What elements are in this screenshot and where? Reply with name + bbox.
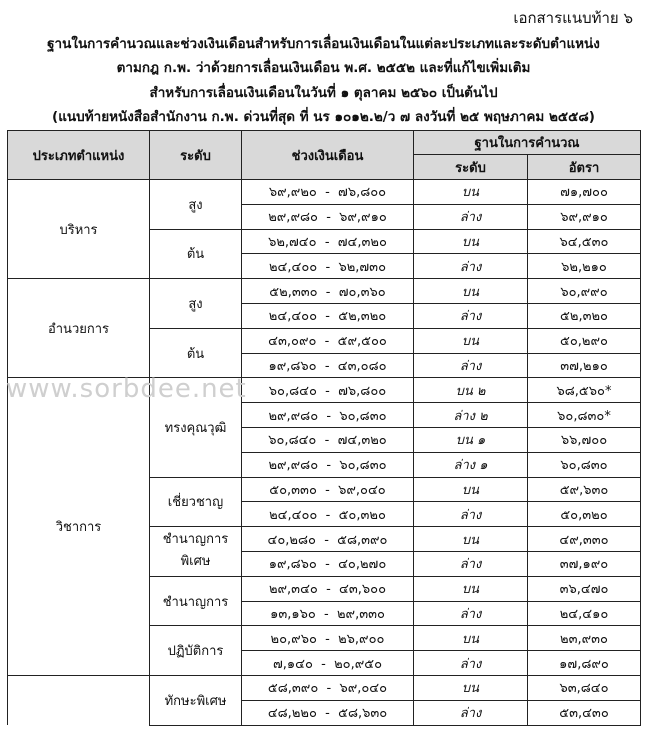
base-level-cell: ล่าง ๑	[414, 452, 528, 477]
base-rate-cell: ๖๒,๒๑๐	[528, 254, 641, 279]
base-rate-cell: ๒๓,๙๓๐	[528, 626, 641, 651]
salary-range-cell: ๒๙,๙๘๐ - ๖๐,๘๓๐	[242, 452, 414, 477]
document-reference: เอกสารแนบท้าย ๖	[513, 9, 633, 27]
level-cell: สูง	[150, 279, 242, 329]
table-row	[8, 279, 641, 304]
salary-range-cell: ๑๙,๘๖๐ - ๔๐,๒๗๐	[242, 551, 414, 576]
title-line-2: ตามกฎ ก.พ. ว่าด้วยการเลื่อนเงินเดือน พ.ศ. ๒๕๕๒ และที่แก้ไขเพิ่มเติม	[116, 60, 531, 76]
salary-range-cell: ๗,๑๔๐ - ๒๐,๙๕๐	[242, 651, 414, 676]
base-level-cell: บน ๑	[414, 427, 528, 452]
base-rate-cell: ๕๓,๔๓๐	[528, 700, 641, 725]
position-type-cell: บริหาร	[8, 180, 150, 279]
base-rate-cell: ๒๔,๔๑๐	[528, 601, 641, 626]
base-rate-cell: ๓๖,๔๗๐	[528, 576, 641, 601]
salary-range-cell: ๕๘,๓๙๐ - ๖๙,๐๔๐	[242, 675, 414, 700]
title-line-4: (แนบท้ายหนังสือสำนักงาน ก.พ. ด่วนที่สุด ที่ นร ๑๐๑๒.๒/ว ๗ ลงวันที่ ๒๕ พฤษภาคม ๒๕๕๘)	[52, 109, 595, 125]
base-level-cell: บน	[414, 626, 528, 651]
base-level-cell: ล่าง	[414, 353, 528, 378]
base-level-cell: ล่าง	[414, 254, 528, 279]
base-rate-cell: ๖๔,๕๓๐	[528, 229, 641, 254]
base-level-cell: บน	[414, 576, 528, 601]
level-cell: ปฏิบัติการ	[150, 626, 242, 676]
base-rate-cell: ๕๒,๓๒๐	[528, 303, 641, 328]
header-range: ช่วงเงินเดือน	[242, 131, 414, 180]
base-level-cell: บน	[414, 328, 528, 353]
header-level: ระดับ	[150, 131, 242, 180]
base-level-cell: ล่าง	[414, 502, 528, 527]
title-line-1: ฐานในการคำนวณและช่วงเงินเดือนสำหรับการเลื่อนเงินเดือนในแต่ละประเภทและระดับตำแหน่ง	[47, 36, 600, 52]
base-level-cell: บน	[414, 675, 528, 700]
base-rate-cell: ๖๐,๙๙๐	[528, 279, 641, 304]
base-rate-cell: ๓๗,๒๑๐	[528, 353, 641, 378]
base-rate-cell: ๕๐,๓๒๐	[528, 502, 641, 527]
level-cell: ทรงคุณวุฒิ	[150, 378, 242, 477]
level-cell: ชำนาญการพิเศษ	[150, 527, 242, 577]
salary-range-cell: ๖๒,๗๔๐ - ๗๔,๓๒๐	[242, 229, 414, 254]
salary-range-cell: ๔๘,๒๒๐ - ๕๘,๖๓๐	[242, 700, 414, 725]
header-base-rate: อัตรา	[528, 155, 641, 180]
base-level-cell: ล่าง	[414, 700, 528, 725]
salary-range-cell: ๕๒,๓๓๐ - ๗๐,๓๖๐	[242, 279, 414, 304]
base-rate-cell: ๖๐,๘๓๐	[528, 452, 641, 477]
base-rate-cell: ๖๖,๗๐๐	[528, 427, 641, 452]
title-line-3: สำหรับการเลื่อนเงินเดือนในวันที่ ๑ ตุลาคม ๒๕๖๐ เป็นต้นไป	[149, 85, 498, 101]
header-base-level: ระดับ	[414, 155, 528, 180]
table-row	[8, 675, 641, 700]
salary-range-cell: ๒๔,๔๐๐ - ๕๒,๓๒๐	[242, 303, 414, 328]
base-rate-cell: ๕๙,๖๓๐	[528, 477, 641, 502]
base-level-cell: บน ๒	[414, 378, 528, 403]
base-level-cell: ล่าง	[414, 651, 528, 676]
table-body	[8, 180, 641, 726]
base-level-cell: ล่าง	[414, 204, 528, 229]
header-type: ประเภทตำแหน่ง	[8, 131, 150, 180]
base-level-cell: ล่าง	[414, 601, 528, 626]
table-row	[8, 180, 641, 205]
level-cell: เชี่ยวชาญ	[150, 477, 242, 527]
level-cell: ทักษะพิเศษ	[150, 675, 242, 725]
base-rate-cell: ๕๐,๒๙๐	[528, 328, 641, 353]
base-level-cell: บน	[414, 279, 528, 304]
salary-range-cell: ๖๐,๘๔๐ - ๗๔,๓๒๐	[242, 427, 414, 452]
level-cell: ต้น	[150, 328, 242, 378]
base-rate-cell: ๖๘,๕๖๐*	[528, 378, 641, 403]
base-rate-cell: ๗๑,๗๐๐	[528, 180, 641, 205]
base-rate-cell: ๖๓,๘๔๐	[528, 675, 641, 700]
base-level-cell: ล่าง	[414, 303, 528, 328]
salary-range-cell: ๒๙,๙๘๐ - ๖๐,๘๓๐	[242, 403, 414, 428]
position-type-cell: วิชาการ	[8, 378, 150, 676]
base-rate-cell: ๔๙,๓๓๐	[528, 527, 641, 552]
base-level-cell: ล่าง	[414, 551, 528, 576]
table-row	[8, 378, 641, 403]
salary-range-cell: ๖๙,๙๒๐ - ๗๖,๘๐๐	[242, 180, 414, 205]
salary-range-cell: ๑๙,๘๖๐ - ๔๓,๐๘๐	[242, 353, 414, 378]
base-rate-cell: ๑๗,๘๙๐	[528, 651, 641, 676]
salary-range-cell: ๒๔,๔๐๐ - ๖๒,๗๓๐	[242, 254, 414, 279]
base-rate-cell: ๖๐,๘๓๐*	[528, 403, 641, 428]
salary-range-cell: ๒๙,๙๘๐ - ๖๙,๙๑๐	[242, 204, 414, 229]
level-cell: ชำนาญการ	[150, 576, 242, 626]
base-level-cell: บน	[414, 180, 528, 205]
level-cell: ต้น	[150, 229, 242, 279]
level-cell: สูง	[150, 180, 242, 230]
salary-range-cell: ๒๙,๓๔๐ - ๔๓,๖๐๐	[242, 576, 414, 601]
salary-table	[7, 130, 641, 726]
base-level-cell: บน	[414, 527, 528, 552]
salary-range-cell: ๔๓,๐๙๐ - ๕๙,๕๐๐	[242, 328, 414, 353]
salary-range-cell: ๒๔,๔๐๐ - ๕๐,๓๒๐	[242, 502, 414, 527]
base-rate-cell: ๓๗,๑๙๐	[528, 551, 641, 576]
salary-range-cell: ๖๐,๘๔๐ - ๗๖,๘๐๐	[242, 378, 414, 403]
position-type-cell: อำนวยการ	[8, 279, 150, 378]
base-level-cell: บน	[414, 477, 528, 502]
salary-range-cell: ๔๐,๒๘๐ - ๕๘,๓๙๐	[242, 527, 414, 552]
base-level-cell: บน	[414, 229, 528, 254]
watermark: www.sorbdee.net	[6, 374, 247, 404]
header-base: ฐานในการคำนวณ	[414, 131, 641, 155]
position-type-cell	[8, 675, 150, 725]
salary-range-cell: ๑๓,๑๖๐ - ๒๙,๓๓๐	[242, 601, 414, 626]
base-rate-cell: ๖๙,๙๑๐	[528, 204, 641, 229]
base-level-cell: ล่าง ๒	[414, 403, 528, 428]
salary-range-cell: ๒๐,๙๖๐ - ๒๖,๙๐๐	[242, 626, 414, 651]
salary-range-cell: ๕๐,๓๓๐ - ๖๙,๐๔๐	[242, 477, 414, 502]
